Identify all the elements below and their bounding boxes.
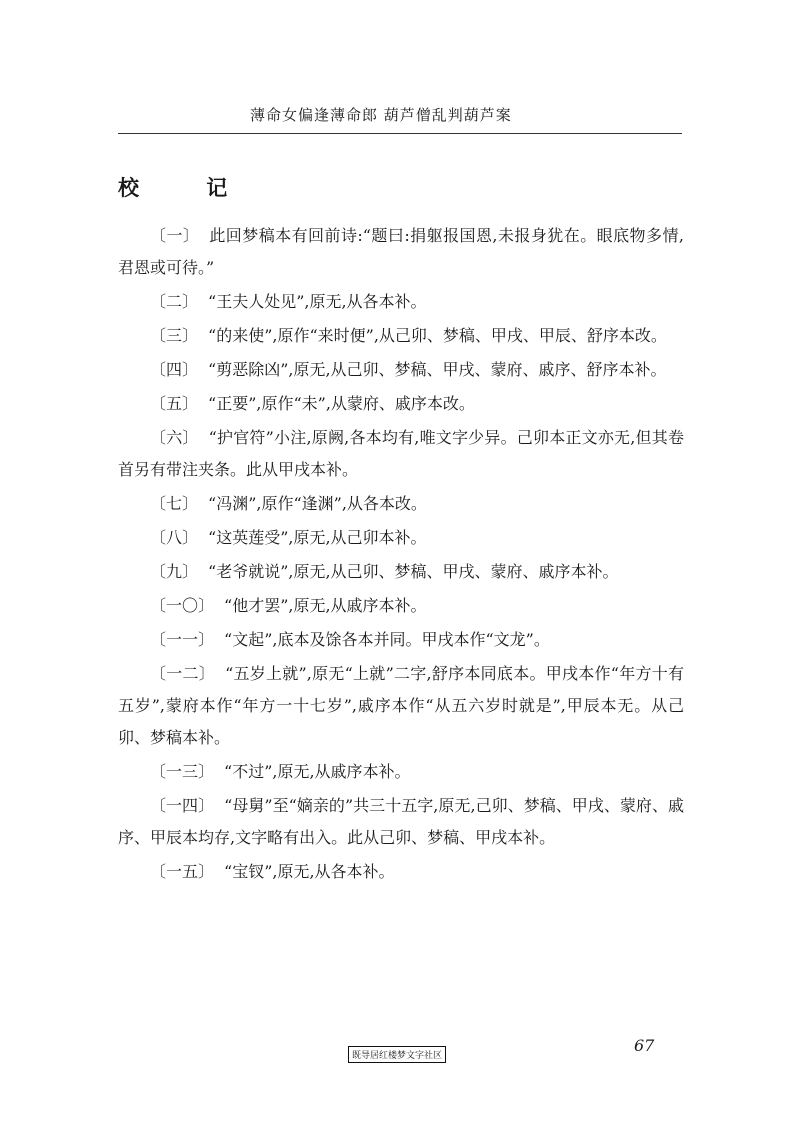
- note-text: “文起”,底本及馀各本并同。甲戌本作“文龙”。: [224, 630, 550, 649]
- note-number: 〔一二〕: [150, 664, 216, 683]
- note-number: 〔八〕: [150, 528, 199, 547]
- note-text: “王夫人处见”,原无,从各本补。: [208, 292, 427, 311]
- note-text: “母舅”至“嫡亲的”共三十五字,原无,己卯、梦稿、甲戌、蒙府、戚序、甲辰本均存,文字略有出入。此从己卯、梦稿、甲戌本补。: [118, 796, 684, 847]
- note-text: “五岁上就”,原无“上就”二字,舒序本同底本。甲戌本作“年方十有五岁”,蒙府本作“年方一十七岁”,戚序本作“从五六岁时就是”,甲辰本无。从己卯、梦稿本补。: [118, 664, 684, 747]
- note-number: 〔七〕: [150, 494, 199, 513]
- note-text: “这英莲受”,原无,从己卯本补。: [208, 528, 427, 547]
- note-text: “正要”,原作“未”,从蒙府、戚序本改。: [208, 394, 475, 413]
- note-number: 〔一五〕: [150, 862, 215, 881]
- note-text: “的来使”,原作“来时便”,从己卯、梦稿、甲戌、甲辰、舒序本改。: [208, 326, 667, 345]
- note-number: 〔四〕: [150, 360, 199, 379]
- section-title: 校 记: [118, 175, 258, 200]
- note-text: “他才罢”,原无,从戚序本补。: [224, 596, 427, 615]
- note-item: [118, 320, 684, 352]
- note-item: [118, 388, 684, 420]
- note-number: 〔九〕: [150, 562, 199, 581]
- notes-list: [118, 220, 684, 890]
- library-stamp: 既导居红楼梦文字社区: [348, 1046, 446, 1063]
- note-item: [118, 354, 684, 386]
- header-rule: [118, 133, 682, 134]
- note-number: 〔五〕: [150, 394, 199, 413]
- note-text: “不过”,原无,从戚序本补。: [224, 762, 411, 781]
- note-number: 〔六〕: [150, 428, 199, 447]
- note-text: “老爷就说”,原无,从己卯、梦稿、甲戌、蒙府、戚序本补。: [208, 562, 619, 581]
- note-item: [118, 658, 684, 754]
- note-number: 〔一三〕: [150, 762, 215, 781]
- note-item: [118, 286, 684, 318]
- note-item: [118, 590, 684, 622]
- note-item: [118, 856, 684, 888]
- note-item: [118, 790, 684, 854]
- note-number: 〔一一〕: [150, 630, 215, 649]
- note-text: “护官符”小注,原阙,各本均有,唯文字少异。己卯本正文亦无,但其卷首另有带注夹条。此从甲戌本补。: [118, 428, 684, 479]
- note-item: [118, 488, 684, 520]
- running-header: 薄命女偏逢薄命郎 葫芦僧乱判葫芦案: [250, 106, 512, 124]
- note-text: “冯渊”,原作“逢渊”,从各本改。: [208, 494, 427, 513]
- page-number: 67: [634, 1036, 655, 1055]
- note-number: 〔一〇〕: [150, 596, 215, 615]
- note-item: [118, 624, 684, 656]
- note-number: 〔一四〕: [150, 796, 215, 815]
- note-text: “剪恶除凶”,原无,从己卯、梦稿、甲戌、蒙府、戚序、舒序本补。: [208, 360, 667, 379]
- note-text: “宝钗”,原无,从各本补。: [224, 862, 395, 881]
- note-text: 此回梦稿本有回前诗:“题曰:捐躯报国恩,未报身犹在。眼底物多情,君恩或可待。”: [118, 226, 684, 277]
- note-number: 〔三〕: [150, 326, 199, 345]
- note-number: 〔一〕: [150, 226, 200, 245]
- note-item: [118, 556, 684, 588]
- note-item: [118, 756, 684, 788]
- note-item: [118, 220, 684, 284]
- note-number: 〔二〕: [150, 292, 199, 311]
- note-item: [118, 422, 684, 486]
- note-item: [118, 522, 684, 554]
